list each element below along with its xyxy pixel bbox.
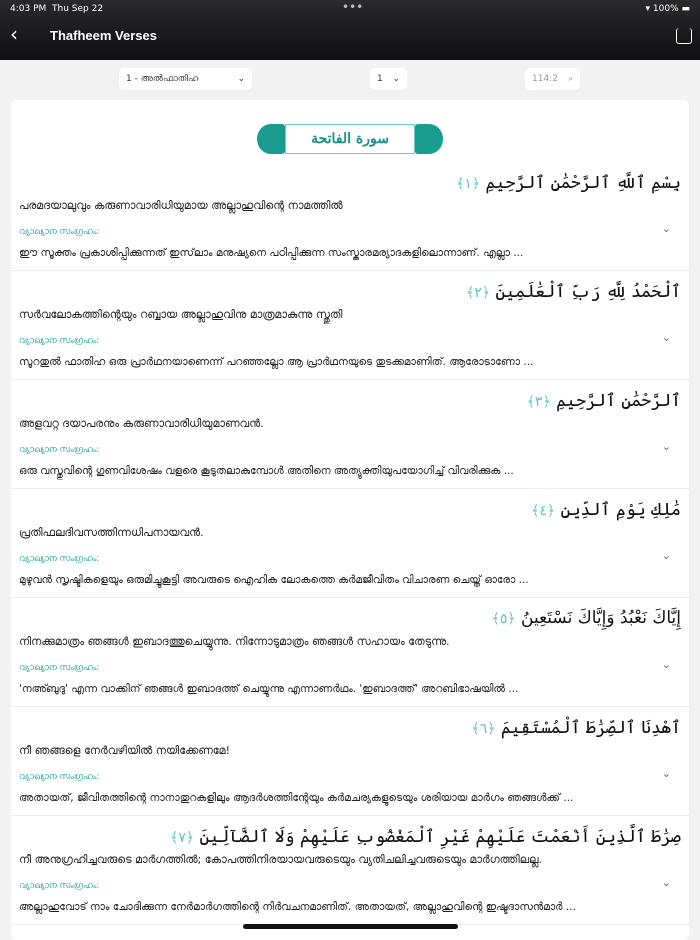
- surah-select[interactable]: [119, 68, 252, 90]
- translation-text: പ്രതിഫലദിവസത്തിന്നധിപനായവൻ.: [19, 526, 204, 539]
- page-title: Thafheem Verses: [50, 28, 157, 43]
- arabic-verse: ٱهْدِنَا ٱلصِّرَٰطَ ٱلْمُسْتَقِيمَ: [500, 718, 681, 738]
- explanation-text[interactable]: ഈ സൂക്തം പ്രകാശിപ്പിക്കുന്നത് ഇസ്‌ലാം മനുഷ്യനെ പഠിപ്പിക്കുന്ന സംസ്കാരമര്യാദകളിലൊന്നാണ്. എല്ലാ ...: [19, 247, 524, 259]
- filter-bar: [0, 60, 700, 100]
- top-bar: [0, 0, 700, 60]
- battery-status: ▾ 100% ▬: [645, 4, 690, 14]
- verse-item: [11, 489, 689, 598]
- search-input[interactable]: [525, 68, 580, 90]
- explanation-label: വ്യാഖ്യാന സംഗ്രഹം:: [19, 554, 100, 564]
- verse-number: ﴿٤﴾: [531, 503, 556, 519]
- verse-item: [11, 380, 689, 489]
- verse-item: [11, 162, 689, 271]
- explanation-text[interactable]: മുഴുവൻ സൃഷ്ടികളെയും ഒരുമിച്ചുകൂട്ടി അവരുടെ ഐഹിക ലോകത്തെ കർമജീവിതം വിചാരണ ചെയ്ത് ഓരോ ...: [19, 574, 529, 586]
- verse-select[interactable]: [370, 68, 407, 90]
- explanation-text[interactable]: സൂറതുൽ ഫാതിഹ ഒരു പ്രാർഥനയാണെന്ന് പറഞ്ഞല്ലോ ആ പ്രാർഥനയുടെ തുടക്കമാണിത്. ആരോടാണോ ...: [19, 356, 534, 368]
- verse-number: ﴿٥﴾: [491, 611, 516, 627]
- status-time: 4:03 PM: [10, 4, 47, 14]
- explanation-label: വ്യാഖ്യാന സംഗ്രഹം:: [19, 336, 100, 346]
- verse-number: ﴿٦﴾: [471, 721, 496, 737]
- expand-chevron-icon[interactable]: ⌄: [661, 549, 671, 562]
- verse-number: ﴿٢﴾: [466, 285, 491, 301]
- battery-percent: 100%: [652, 4, 679, 14]
- arabic-verse: صِرَٰطَ ٱلَّذِينَ أَنْعَمْتَ عَلَيْهِمْ غَيْرِ ٱلْمَغْضُوبِ عَلَيْهِمْ وَلَا ٱلضَّآلِّينَ: [199, 827, 681, 847]
- translation-text: നീ ഞങ്ങളെ നേർവഴിയിൽ നയിക്കേണമേ!: [19, 744, 230, 757]
- explanation-label: വ്യാഖ്യാന സംഗ്രഹം:: [19, 772, 100, 782]
- search-icon: ⌕: [567, 74, 573, 84]
- verse-item: [11, 598, 689, 707]
- ornament-right-icon: [415, 124, 443, 154]
- explanation-text[interactable]: ഒരു വസ്തുവിന്റെ ഗുണവിശേഷം വളരെ കൂടുതലാകുമ്പോൾ അതിനെ അത്യുക്തിയുപയോഗിച്ച് വിവരിക്കുക ...: [19, 465, 514, 477]
- explanation-label: വ്യാഖ്യാന സംഗ്രഹം:: [19, 663, 100, 673]
- verse-item: [11, 816, 689, 925]
- translation-text: സർവലോകത്തിന്റെയും റബ്ബായ അല്ലാഹുവിനു മാത്രമാകുന്നു സ്തുതി: [19, 308, 343, 321]
- home-indicator[interactable]: [243, 924, 458, 929]
- ornament-left-icon: [257, 124, 285, 154]
- arabic-text: [492, 608, 681, 628]
- verses-card: [11, 100, 689, 940]
- download-icon[interactable]: [676, 28, 692, 44]
- arabic-verse: مَٰلِكِ يَوْمِ ٱلدِّينِ: [560, 500, 681, 520]
- arabic-text: [466, 281, 681, 302]
- explanation-text[interactable]: അല്ലാഹുവോട് നാം ചോദിക്കുന്ന നേർമാർഗത്തിന്റെ നിർവചനമാണിത്. അതായത്, അല്ലാഹുവിന്റെ ഇഷ്ടദാസൻമാർ ...: [19, 901, 576, 913]
- verse-item: [11, 271, 689, 380]
- expand-chevron-icon[interactable]: ⌄: [661, 440, 671, 453]
- arabic-text: [472, 717, 682, 738]
- arabic-verse: ٱلرَّحْمَٰنِ ٱلرَّحِيمِ: [556, 391, 681, 411]
- expand-chevron-icon[interactable]: ⌄: [661, 876, 671, 889]
- surah-value: 1 - അൽഫാതിഹ: [126, 74, 199, 84]
- explanation-label: വ്യാഖ്യാന സംഗ്രഹം:: [19, 227, 100, 237]
- translation-text: പരമദയാലുവും കരുണാവാരിധിയുമായ അല്ലാഹുവിന്റെ നാമത്തിൽ: [19, 199, 343, 212]
- status-date: Thu Sep 22: [52, 4, 104, 14]
- surah-banner: [257, 122, 443, 156]
- arabic-verse: ٱلْحَمْدُ لِلَّهِ رَبِّ ٱلْعَٰلَمِينَ: [495, 282, 681, 302]
- arabic-verse: بِسْمِ ٱللَّهِ ٱلرَّحْمَٰنِ ٱلرَّحِيمِ: [485, 173, 681, 193]
- translation-text: അളവറ്റ ദയാപരനും കരുണാവാരിധിയുമാണവൻ.: [19, 417, 264, 430]
- verse-number: ﴿٧﴾: [170, 830, 195, 846]
- verse-number: ﴿١﴾: [456, 176, 481, 192]
- search-placeholder: 114:2: [532, 74, 558, 84]
- explanation-text[interactable]: 'നഅ്ബുദു' എന്ന വാക്കിന് ഞങ്ങൾ ഇബാദത്ത് ചെയ്യുന്നു എന്നാണർഥം. 'ഇബാദത്ത്' അറബിഭാഷയിൽ ...: [19, 683, 519, 695]
- explanation-text[interactable]: അതായത്, ജീവിതത്തിന്റെ നാനാതുറകളിലും ആദർശത്തിന്റേയും കർമചര്യകളുടെയും ശരിയായ മാർഗം ഞങ്ങൾക്ക് ...: [19, 792, 574, 804]
- translation-text: നീ അനുഗ്രഹിച്ചവരുടെ മാർഗത്തിൽ; കോപത്തിനിരയായവരുടെയും വ്യതിചലിച്ചവരുടെയും മാർഗത്തിലല്ല.: [19, 853, 543, 866]
- explanation-label: വ്യാഖ്യാന സംഗ്രഹം:: [19, 881, 100, 891]
- expand-chevron-icon[interactable]: ⌄: [661, 331, 671, 344]
- chevron-down-icon: ⌄: [237, 74, 245, 84]
- verse-item: [11, 707, 689, 816]
- surah-name: سورة الفاتحة: [285, 124, 415, 154]
- translation-text: നിനക്കുമാത്രം ഞങ്ങൾ ഇബാദത്തുചെയ്യുന്നു. നിന്നോടുമാത്രം ഞങ്ങൾ സഹായം തേടുന്നു.: [19, 635, 450, 648]
- back-button[interactable]: ‹: [10, 22, 18, 46]
- verse-value: 1: [377, 74, 383, 84]
- verse-number: ﴿٣﴾: [526, 394, 551, 410]
- arabic-text: [531, 499, 681, 520]
- chevron-down-icon: ⌄: [392, 74, 400, 84]
- expand-chevron-icon[interactable]: ⌄: [661, 658, 671, 671]
- expand-chevron-icon[interactable]: ⌄: [661, 767, 671, 780]
- arabic-text: [170, 826, 681, 847]
- arabic-text: [527, 390, 681, 411]
- expand-chevron-icon[interactable]: ⌄: [661, 222, 671, 235]
- arabic-verse: إِيَّاكَ نَعْبُدُ وَإِيَّاكَ نَسْتَعِينُ: [521, 608, 681, 628]
- multitask-dots-icon[interactable]: •••: [342, 0, 364, 14]
- explanation-label: വ്യാഖ്യാന സംഗ്രഹം:: [19, 445, 100, 455]
- arabic-text: [456, 172, 681, 193]
